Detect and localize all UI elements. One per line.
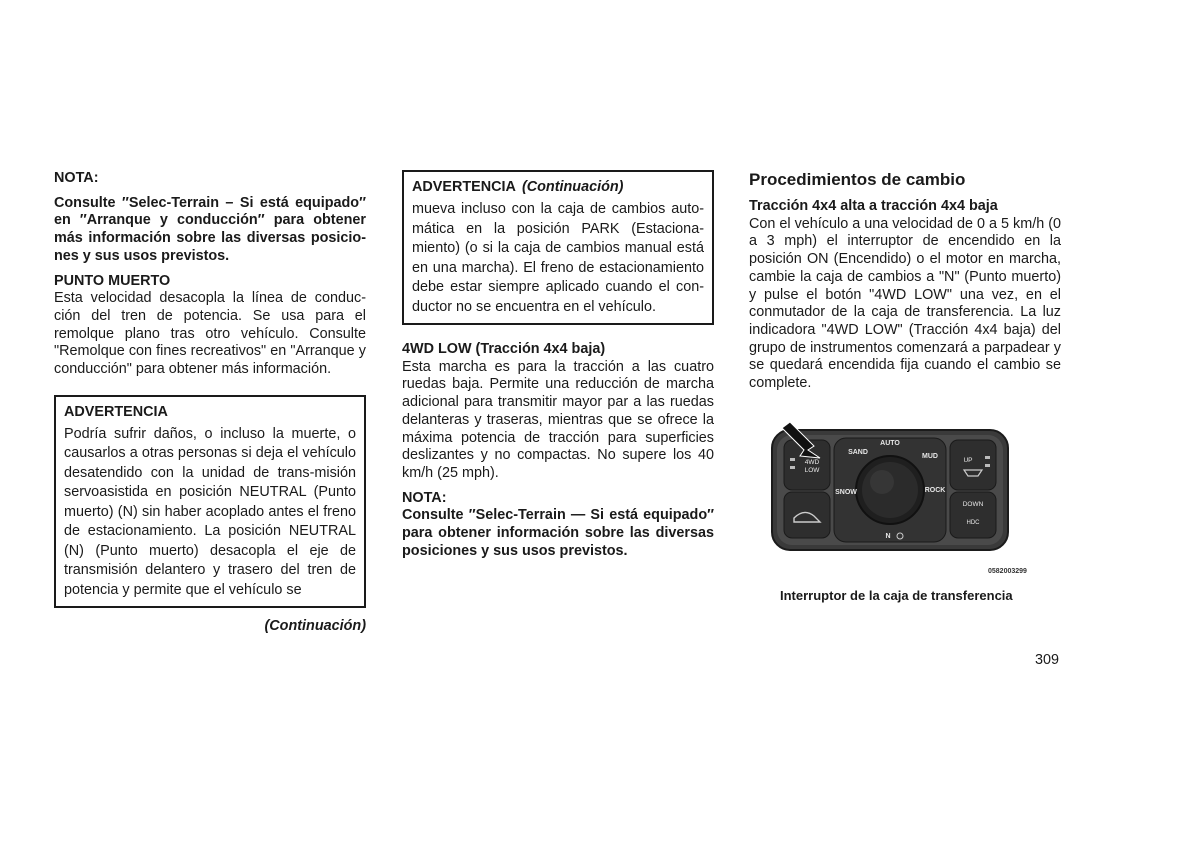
figure-caption: Interruptor de la caja de transferencia [780,588,1013,603]
warning-title-text: ADVERTENCIA [412,179,516,195]
warning-title [412,178,704,197]
label-snow: SNOW [835,489,857,496]
label-4wd: 4WD [804,459,820,466]
warning-box [54,395,366,609]
page-number: 309 [1035,652,1060,668]
warning-text: Podría sufrir daños, o incluso la muerte, o causarlos a otras personas si deja el vehículo desatendido con la unidad de trans-misión servoasistida en posición NEUTRAL (Punto muerto) (N) sin haber acoplado antes el freno de estacionamiento. La posición NEUTRAL (N) (Punto muerto) desacopla el eje de transmisión delantero y trasero del tren de potencia y permite que el vehículo se [64,425,356,598]
label-down: DOWN [962,501,984,508]
warning-text: mueva incluso con la caja de cambios auto-mática en la posición PARK (Estaciona-miento) (o si la caja de cambios manual está en una marcha). El freno de estacionamiento debe estar siempre aplicado cuando el con-ductor no se encuentra en el vehículo. [412,201,704,315]
continued-label: (Continuación) [264,618,366,635]
label-n: N [885,533,891,540]
low-heading: 4WD LOW (Tracción 4x4 baja) [402,341,606,357]
neutral-heading: PUNTO MUERTO [54,272,171,289]
nota-heading: NOTA: [54,170,99,186]
label-mud: MUD [922,453,938,460]
transfer-case-switch-figure [770,418,1040,580]
low-text: Esta marcha es para la tracción a las cuatro ruedas baja. Permite una reducción de marcha adicional para transmitir mayor par a las ruedas delanteras y traseras, mientras que se ofrece la máxima potencia de tracción para superficies deslizantes y no compactas. No supere los 40 km/h (25 mph). [402,358,714,481]
label-sand: SAND [848,449,868,456]
section-title: Procedimientos de cambio [749,170,966,189]
warning-box-continued [402,170,714,325]
label-up: UP [963,457,973,464]
label-rock: ROCK [924,487,946,494]
warning-continued-label: (Continuación) [521,179,624,195]
warning-title: ADVERTENCIA [64,403,168,420]
neutral-text: Esta velocidad desacopla la línea de conduc-ción del tren de potencia. Se usa para el remolque plano tras otro vehículo. Consulte "Remolque con fines recreativos" en "Arranque y conducción" para obtener más información. [54,290,366,378]
column-right [749,170,1061,393]
sub-text: Con el vehículo a una velocidad de 0 a 5 km/h (0 a 3 mph) el interruptor de encendido en la posición ON (Encendido) o el motor en marcha, cambie la caja de cambios a "N" (Punto muerto) y pulse el botón "4WD LOW" una vez, en el conmutador de la caja de transferencia. La luz indicadora "4WD LOW" (Tracción 4x4 baja) del grupo de instrumentos comenzará a parpadear y se quedará encendida fija cuando el cambio se complete. [749,215,1061,392]
nota-text: Consulte ″Selec-Terrain — Si está equipado″ para obtener información sobre las diversas posiciones y sus usos previstos. [402,507,714,559]
column-middle [402,170,714,560]
sub-heading: Tracción 4x4 alta a tracción 4x4 baja [749,198,998,214]
label-hdc: HDC [966,520,980,526]
figure-code: 0582003299 [988,568,1027,575]
nota-heading: NOTA: [402,489,447,506]
label-auto: AUTO [880,440,900,447]
nota-text: Consulte ″Selec-Terrain – Si está equipado″ en ″Arranque y conducción″ para obtener más información sobre las diversas posicio-nes y sus usos previstos. [54,194,366,264]
label-low: LOW [804,467,820,474]
column-left [54,170,366,634]
